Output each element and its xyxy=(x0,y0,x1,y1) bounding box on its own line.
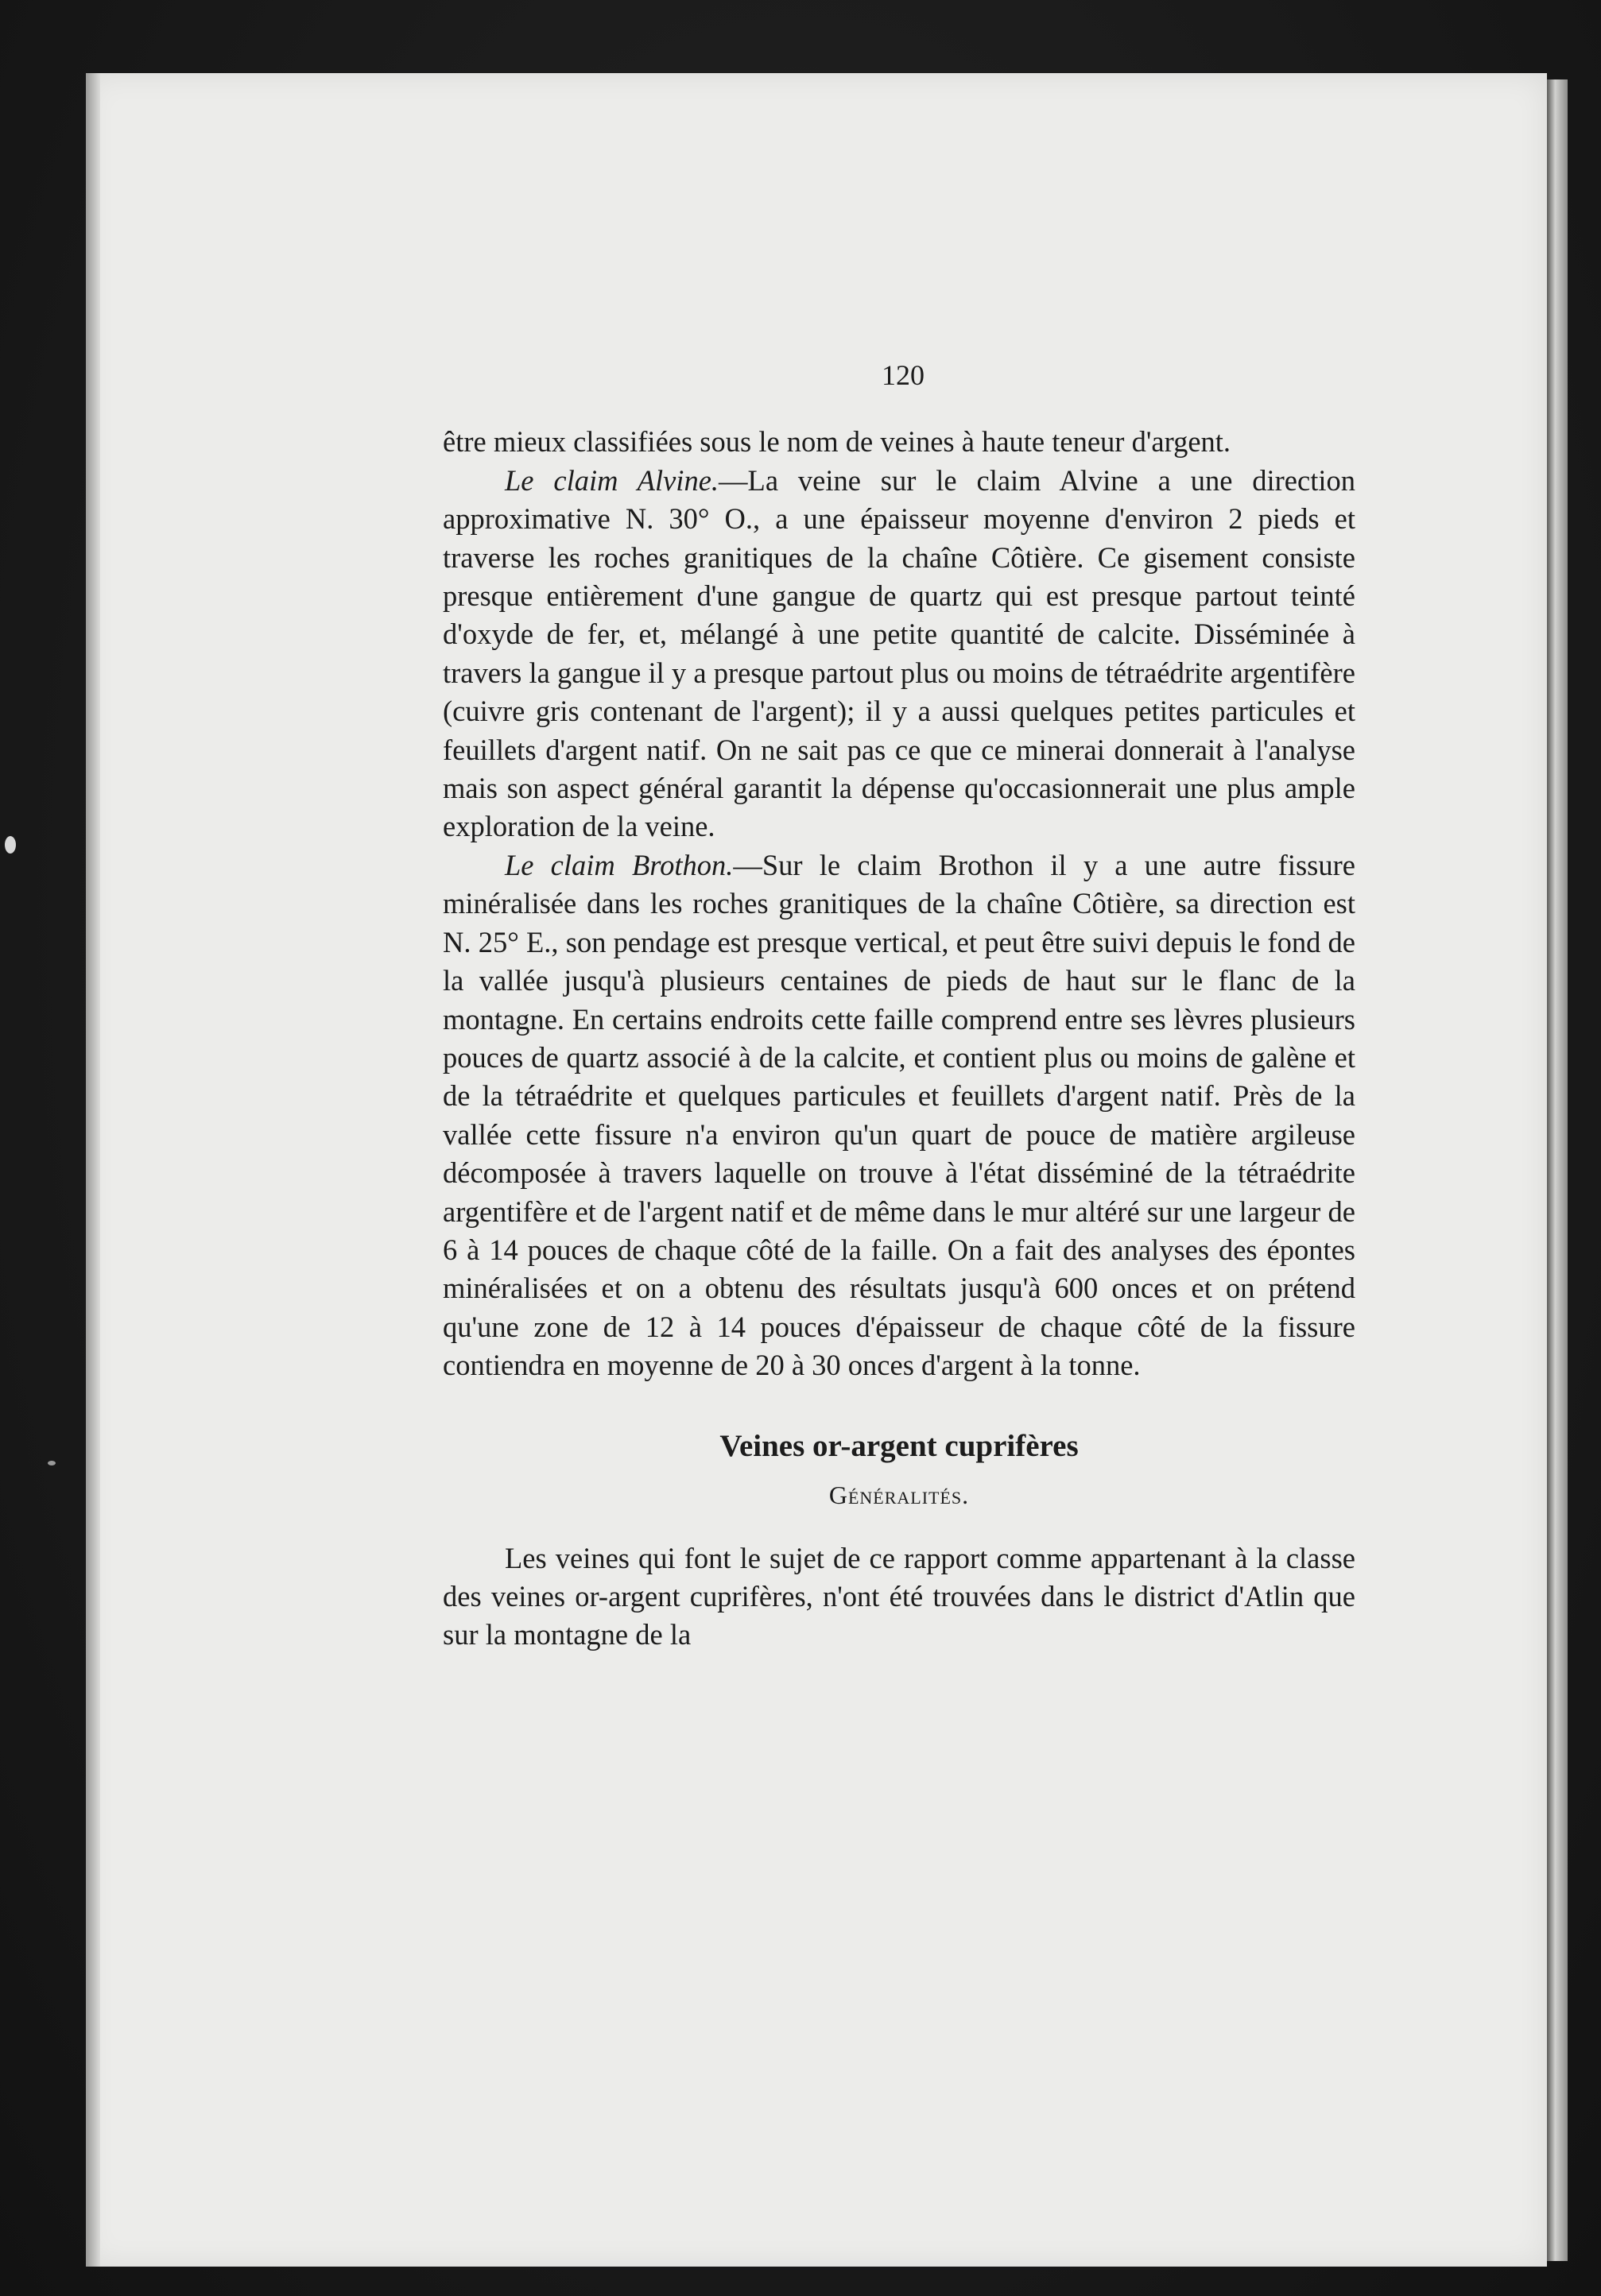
subheading: Généralités. xyxy=(828,1480,970,1509)
paragraph-claim-brothon xyxy=(443,846,1355,1385)
paragraph-text: —La veine sur le claim Alvine a une direction approximative N. 30° O., a une épaisseur moyenne d'environ 2 pieds et traverse les roches granitiques de la chaîne Côtière. Ce gisement consiste presque entièrement d'une gangue de quartz qui est presque partout teinté d'oxyde de fer, et, mélangé à une petite quantité de calcite. Disséminée à travers la gangue il y a presque partout plus ou moins de tétraédrite argentifère (cuivre gris contenant de l'argent); il y a aussi quelques petites particules et feuillets d'argent natif. On ne sait pas ce que ce minerai donnerait à l'analyse mais son aspect général garantit la dépense qu'occasionnerait une plus ample exploration de la veine. xyxy=(443,463,1355,843)
claim-name: Le claim Brothon. xyxy=(505,848,734,881)
scan-speck xyxy=(5,836,16,854)
page-right-edge xyxy=(1547,79,1568,2261)
claim-name: Le claim Alvine. xyxy=(505,463,719,497)
scan-speck xyxy=(48,1461,56,1465)
section-heading: Veines or-argent cuprifères xyxy=(719,1428,1079,1463)
page-text xyxy=(443,356,1355,1655)
paragraph-text: être mieux classifiées sous le nom de veines à haute teneur d'argent. xyxy=(443,425,1231,459)
paragraph-text: —Sur le claim Brothon il y a une autre fissure minéralisée dans les roches granitiques de la chaîne Côtière, sa direction est N. 25° E., son pendage est presque vertical, et peut être suivi depuis le fond de la vallée jusqu'à plusieurs centaines de pieds de haut sur le flanc de la montagne. En certains endroits cette faille comprend entre ses lèvres plusieurs pouces de quartz associé à de la calcite, et contient plus ou moins de galène et de la tétraédrite et quelques particules et feuillets d'argent natif. Près de la vallée cette fissure n'a environ qu'un quart de pouce de matière argileuse décomposée à travers laquelle on trouve à l'état disséminé de la tétraédrite argentifère et de l'argent natif et de même dans le mur altéré sur une largeur de 6 à 14 pouces de chaque côté de la faille. On a fait des analyses des épontes minéralisées et on a obtenu des résultats jusqu'à 600 onces et on prétend qu'une zone de 12 à 14 pouces d'épaisseur de chaque côté de la fissure contiendra en moyenne de 20 à 30 onces d'argent à la tonne. xyxy=(443,848,1355,1382)
page-number: 120 xyxy=(882,359,925,391)
paragraph xyxy=(443,423,1355,461)
paragraph xyxy=(443,1539,1355,1655)
paragraph-text: Les veines qui font le sujet de ce rapport comme appartenant à la classe des veines or-argent cuprifères, n'ont été trouvées dans le district d'Atlin que sur la montagne de la xyxy=(443,1541,1355,1651)
paragraph-claim-alvine xyxy=(443,462,1355,846)
page-left-edge xyxy=(86,73,100,2267)
